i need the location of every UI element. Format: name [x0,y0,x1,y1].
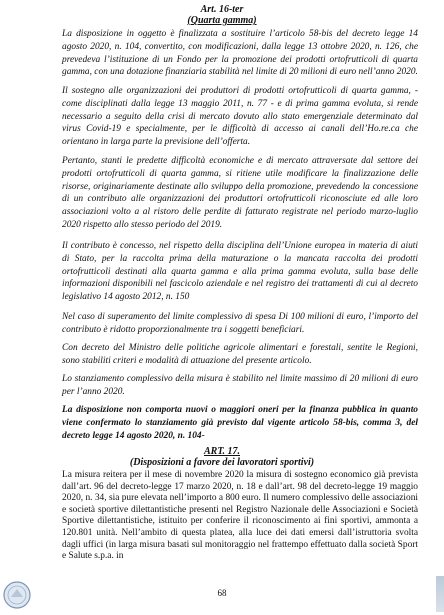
paragraph-6: Con decreto del Ministro delle politiche agricole alimentari e forestali, sentite le Regioni, sono stabiliti criteri e modalità di attuazione del presente articolo. [62,343,418,366]
paragraph-3: Pertanto, stanti le predette difficoltà economiche e di mercato attraversate dal settore dei prodotti ortofrutticoli di quarta gamma, si ritiene utile modificare la finalizzazione delle risorse, originariamente destinate allo sviluppo della promozione, prevedendo la concessione di un contributo alle organizzazioni dei produttori ortofrutticoli riconosciute ed alle loro associazioni volto a al ristoro delle perdite di fatturato registrate nel periodo marzo-luglio 2020 rispetto allo stesso periodo del 2019. [62,156,418,230]
paragraph-5: Nel caso di superamento del limite complessivo di spesa Di 100 milioni di euro, l’importo del contributo è ridotto proporzionalmente tra i soggetti beneficiari. [62,312,418,335]
paragraph-7: Lo stanziamento complessivo della misura è stabilito nel limite massimo di 20 milioni di euro per l’anno 2020. [62,374,418,397]
paragraph-1: La disposizione in oggetto è finalizzata a sostituire l’articolo 58-bis del decreto legge 14 agosto 2020, n. 104, convertito, con modificazioni, dalla legge 13 ottobre 2020, n. 126, che prevedeva l’istituzione di un Fondo per la promozione dei prodotti ortofrutticoli di quarta gamma, con una dotazione finanziaria stabilità nel limite di 20 milioni di euro nell’anno 2020. [62,29,418,78]
article-subtitle-bottom: (Disposizioni a favore dei lavoratori sportivi) [129,457,315,468]
paragraph-4: Il contributo è concesso, nel rispetto della disciplina dell’Unione europea in materia di aiuti di Stato, per la raccolta prima della maturazione o la mancata raccolta dei prodotti ortofrutticoli destinati alla quarta gamma e alla prima gamma evoluta, sulla base delle informazioni disponibili nel fascicolo aziendale e nel registro dei trattamenti di cui al decreto legislativo 14 agosto 2012, n. 150 [62,241,418,303]
article-subtitle-top: (Quarta gamma) [187,15,257,26]
article-heading-top [0,4,444,26]
article-title-top: Art. 16-ter [200,4,244,15]
scan-edge-decoration [436,576,444,612]
article-title-bottom: ART. 17. [203,446,241,457]
article-body-bottom: La misura reitera per il mese di novembre 2020 la misura di sostegno economico già prevista dall’art. 96 del decreto-legge 17 marzo 2020, n. 18 e dall’art. 98 del decreto-legge 19 maggio 2020, n. 34, sia pure elevata nell’importo a 800 euro. Il numero complessivo delle associazioni e società sportive dilettantistiche presenti nel Registro Nazionale delle Associazioni e Società Sportive dilettantistiche, istituito per conferire il riconoscimento ai fini sportivi, ammonta a 120.801 unità. Nell’ambito di questa platea, alla luce dei dati emersi dall’istruttoria svolta dagli uffici (in larga misura basati sul monitoraggio nel frattempo effettuato dalla società Sport e Salute s.p.a. in [62,470,418,562]
page-number: 68 [217,588,227,598]
article-heading-bottom [0,446,444,468]
paragraph-bold: La disposizione non comporta nuovi o maggiori oneri per la finanza pubblica in quanto viene confermato lo stanziamento già previsto dal vigente articolo 58-bis, comma 3, del decreto legge 14 agosto 2020, n. 104- [62,405,418,441]
paragraph-2: Il sostegno alle organizzazioni dei produttori di prodotti ortofrutticoli di quarta gamma, - come disciplinati dalla legge 13 maggio 2011, n. 77 - e di prima gamma evoluta, si rende necessario a seguito della crisi di mercato dovuto allo stato emergenziale determinato dal virus Covid-19 e specialmente, per le difficoltà di accesso ai canali dell’Ho.re.ca che orientano in larga parte la previsione dell’offerta. [62,86,418,148]
seal-emblem-icon [2,580,32,610]
